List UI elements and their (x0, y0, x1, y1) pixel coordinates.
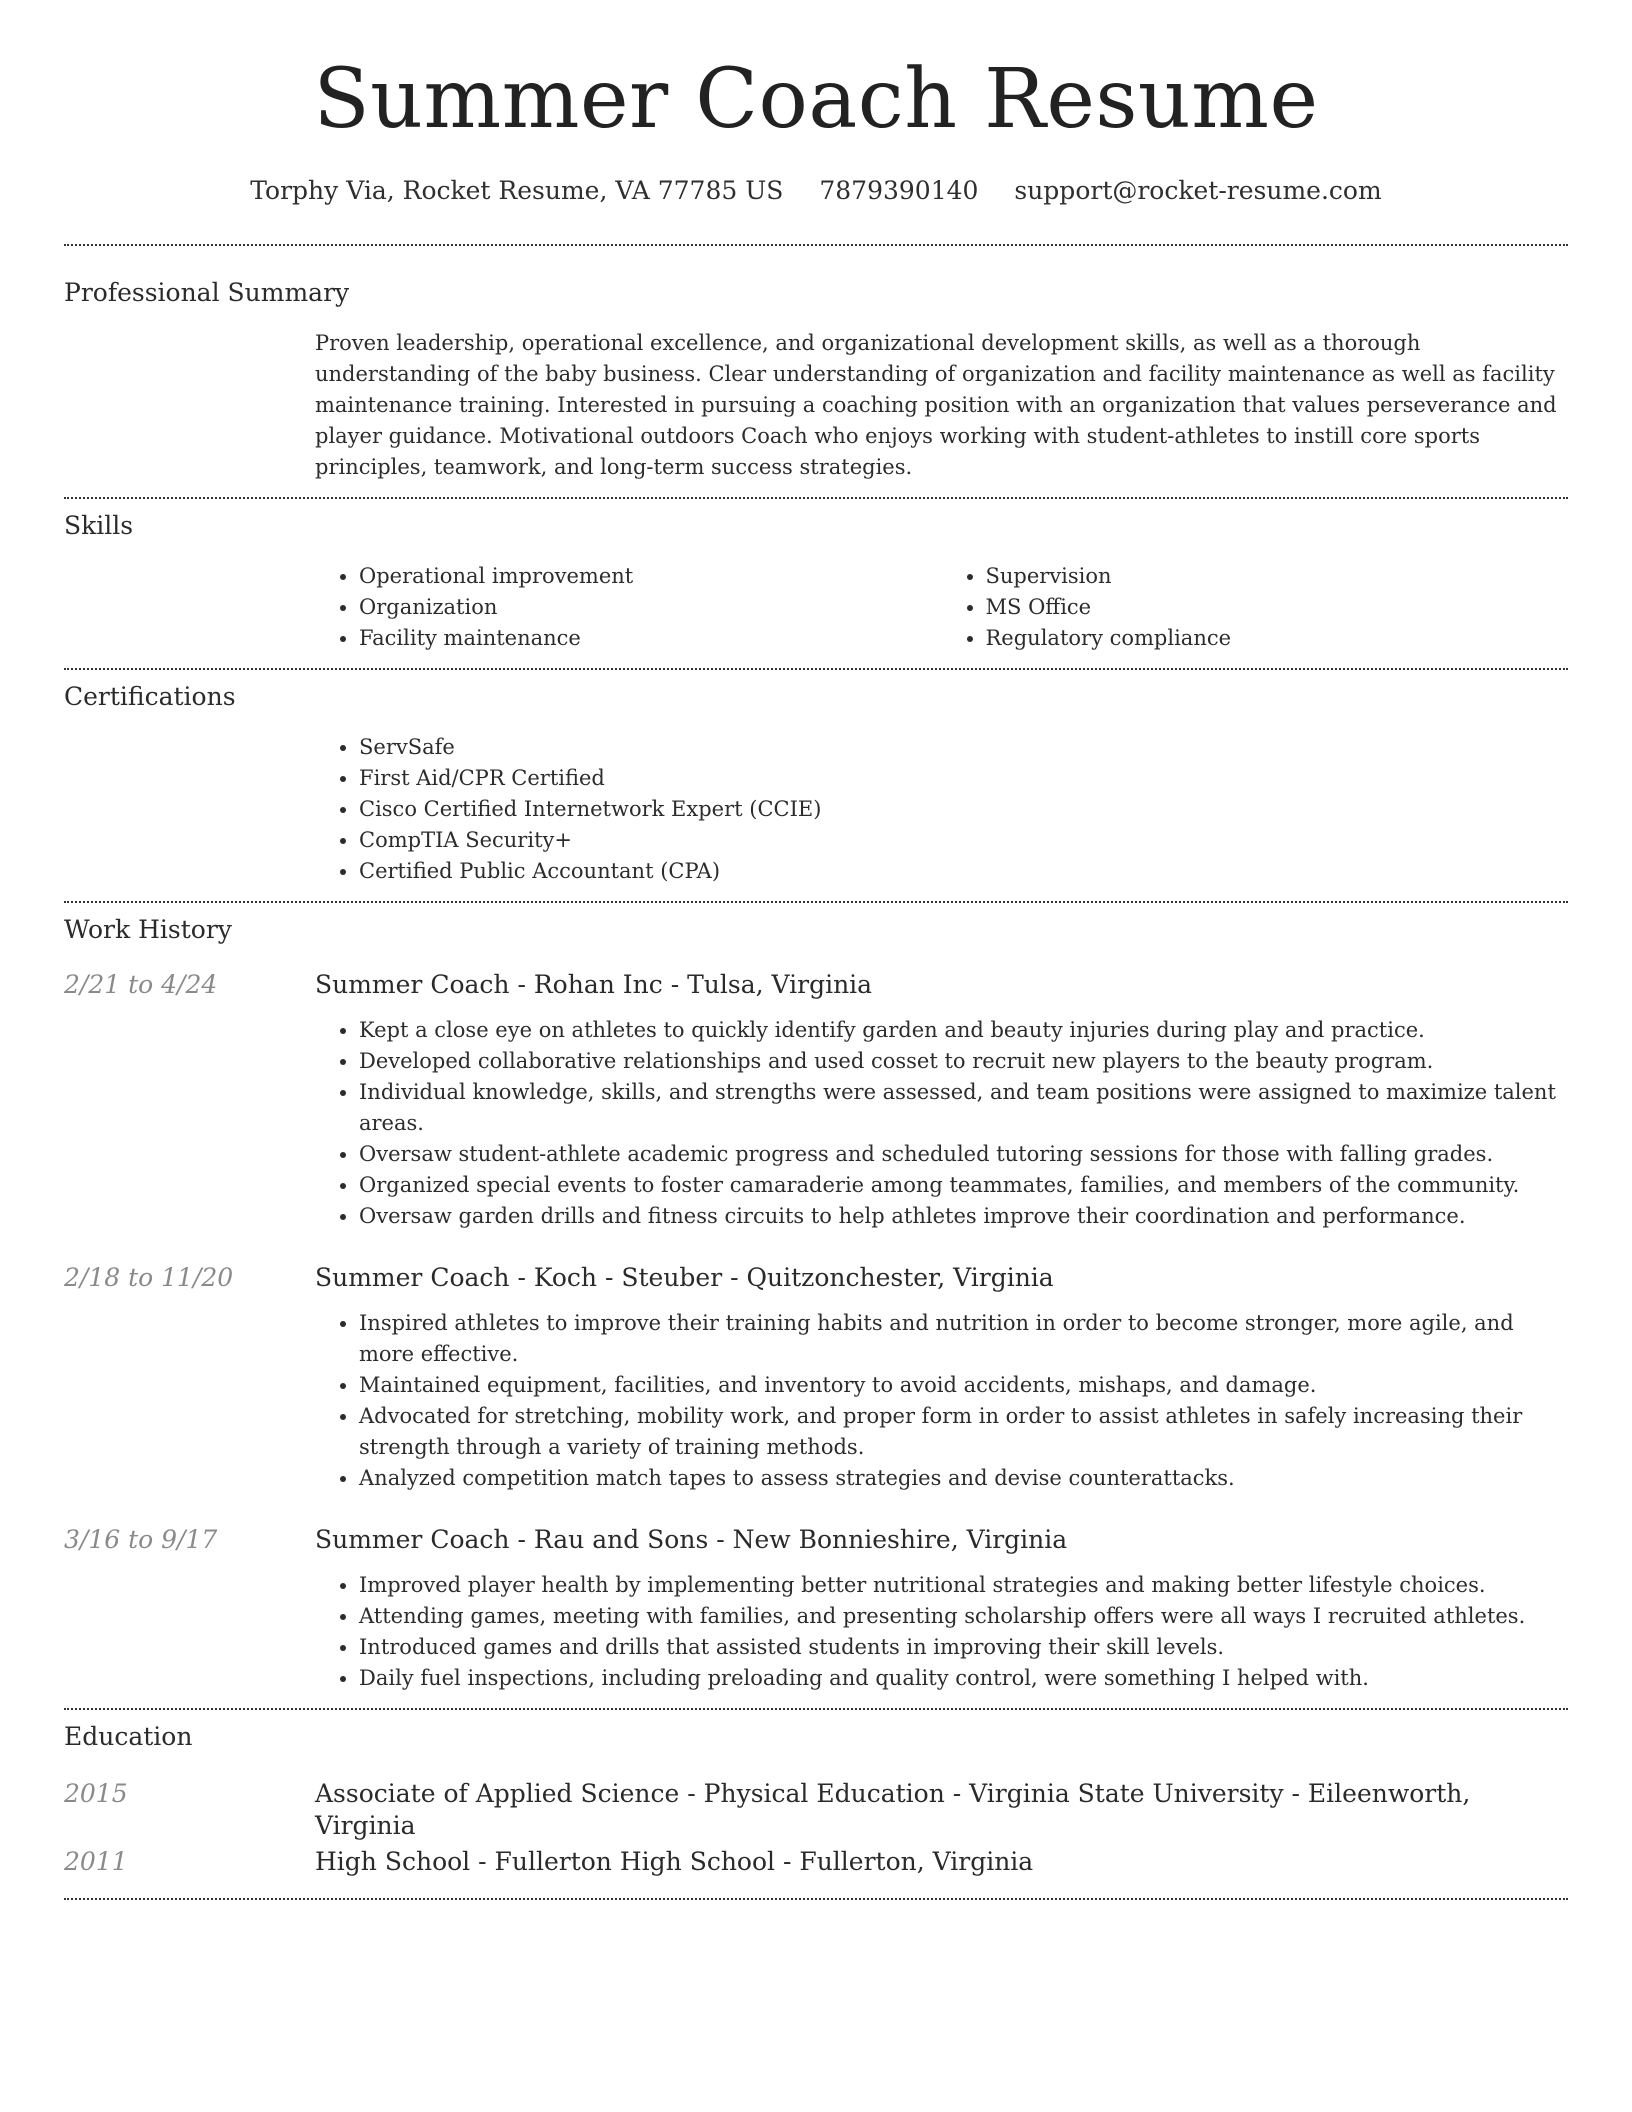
job-bullet: • Organized special events to foster camaraderie among teammates, families, and members of the community. (359, 1170, 1568, 1201)
education-entry (64, 1846, 1568, 1896)
job-bullets (315, 1015, 1568, 1232)
certifications-section (64, 670, 1568, 887)
job-bullet: • Introduced games and drills that assisted students in improving their skill levels. (359, 1632, 1568, 1663)
skill-item: • Regulatory compliance (986, 623, 1569, 654)
certification-item: • Certified Public Accountant (CPA) (359, 856, 1568, 887)
job-bullet: • Maintained equipment, facilities, and inventory to avoid accidents, mishaps, and damage. (359, 1370, 1568, 1401)
skill-item: • Facility maintenance (359, 623, 942, 654)
job-bullet: • Inspired athletes to improve their training habits and nutrition in order to become stronger, more agile, and more effective. (359, 1308, 1568, 1370)
work-heading: Work History (64, 915, 232, 944)
contact-phone: 7879390140 (819, 176, 979, 205)
education-title: High School - Fullerton High School - Fullerton, Virginia (315, 1847, 1034, 1876)
summary-section (64, 246, 1568, 483)
skill-item: • Operational improvement (359, 561, 942, 592)
skill-item: • Supervision (986, 561, 1569, 592)
education-entry (64, 1778, 1568, 1846)
job-bullet: • Oversaw garden drills and fitness circuits to help athletes improve their coordination and performance. (359, 1201, 1568, 1232)
certification-item: • First Aid/CPR Certified (359, 763, 1568, 794)
skills-section (64, 499, 1568, 654)
skills-list-left (315, 561, 942, 654)
job-entry (64, 1262, 1568, 1494)
job-title: Summer Coach - Koch - Steuber - Quitzonchester, Virginia (315, 1263, 1054, 1292)
job-bullets (315, 1308, 1568, 1494)
job-dates: 2/18 to 11/20 (64, 1263, 234, 1292)
job-bullet: • Daily fuel inspections, including preloading and quality control, were something I helped with. (359, 1663, 1568, 1694)
summary-heading: Professional Summary (64, 278, 350, 307)
job-dates: 2/21 to 4/24 (64, 970, 218, 999)
contact-address: Torphy Via, Rocket Resume, VA 77785 US (250, 176, 784, 205)
certifications-list (315, 732, 1568, 887)
education-year: 2011 (64, 1847, 128, 1876)
resume-title: Summer Coach Resume (313, 52, 1319, 147)
certification-item: • ServSafe (359, 732, 1568, 763)
summary-text: Proven leadership, operational excellence, and organizational development skills, as well as a thorough understanding of the baby business. Clear understanding of organization and facility maintenance as well as facility maintenance training. Interested in pursuing a coaching position with an organization that values perseverance and player guidance. Motivational outdoors Coach who enjoys working with student-athletes to instill core sports principles, teamwork, and long-term success strategies. (315, 331, 1557, 479)
contact-email: support@rocket-resume.com (1014, 176, 1382, 205)
job-bullet: • Kept a close eye on athletes to quickly identify garden and beauty injuries during play and practice. (359, 1015, 1568, 1046)
skill-item: • MS Office (986, 592, 1569, 623)
education-title: Associate of Applied Science - Physical Education - Virginia State University - Eileenworth, Virginia (315, 1779, 1471, 1840)
certification-item: • CompTIA Security+ (359, 825, 1568, 856)
job-bullet: • Improved player health by implementing better nutritional strategies and making better lifestyle choices. (359, 1570, 1568, 1601)
job-bullet: • Individual knowledge, skills, and strengths were assessed, and team positions were assigned to maximize talent areas. (359, 1077, 1568, 1139)
education-heading: Education (64, 1722, 193, 1751)
work-section (64, 903, 1568, 1694)
skill-item: • Organization (359, 592, 942, 623)
contact-line (64, 176, 1568, 206)
education-section (64, 1710, 1568, 1896)
education-year: 2015 (64, 1779, 128, 1808)
skills-list-right (942, 561, 1569, 654)
job-title: Summer Coach - Rohan Inc - Tulsa, Virginia (315, 970, 873, 999)
job-title: Summer Coach - Rau and Sons - New Bonnieshire, Virginia (315, 1525, 1068, 1554)
divider (64, 1898, 1568, 1900)
job-bullet: • Oversaw student-athlete academic progress and scheduled tutoring sessions for those with falling grades. (359, 1139, 1568, 1170)
certifications-heading: Certifications (64, 682, 236, 711)
job-entry (64, 969, 1568, 1232)
resume-page (64, 0, 1568, 1900)
job-bullet: • Attending games, meeting with families, and presenting scholarship offers were all ways I recruited athletes. (359, 1601, 1568, 1632)
job-bullet: • Advocated for stretching, mobility work, and proper form in order to assist athletes in safely increasing their strength through a variety of training methods. (359, 1401, 1568, 1463)
job-bullet: • Developed collaborative relationships and used cosset to recruit new players to the beauty program. (359, 1046, 1568, 1077)
skills-heading: Skills (64, 511, 134, 540)
job-entry (64, 1524, 1568, 1694)
job-bullets (315, 1570, 1568, 1694)
job-bullet: • Analyzed competition match tapes to assess strategies and devise counterattacks. (359, 1463, 1568, 1494)
certification-item: • Cisco Certified Internetwork Expert (CCIE) (359, 794, 1568, 825)
job-dates: 3/16 to 9/17 (64, 1525, 218, 1554)
